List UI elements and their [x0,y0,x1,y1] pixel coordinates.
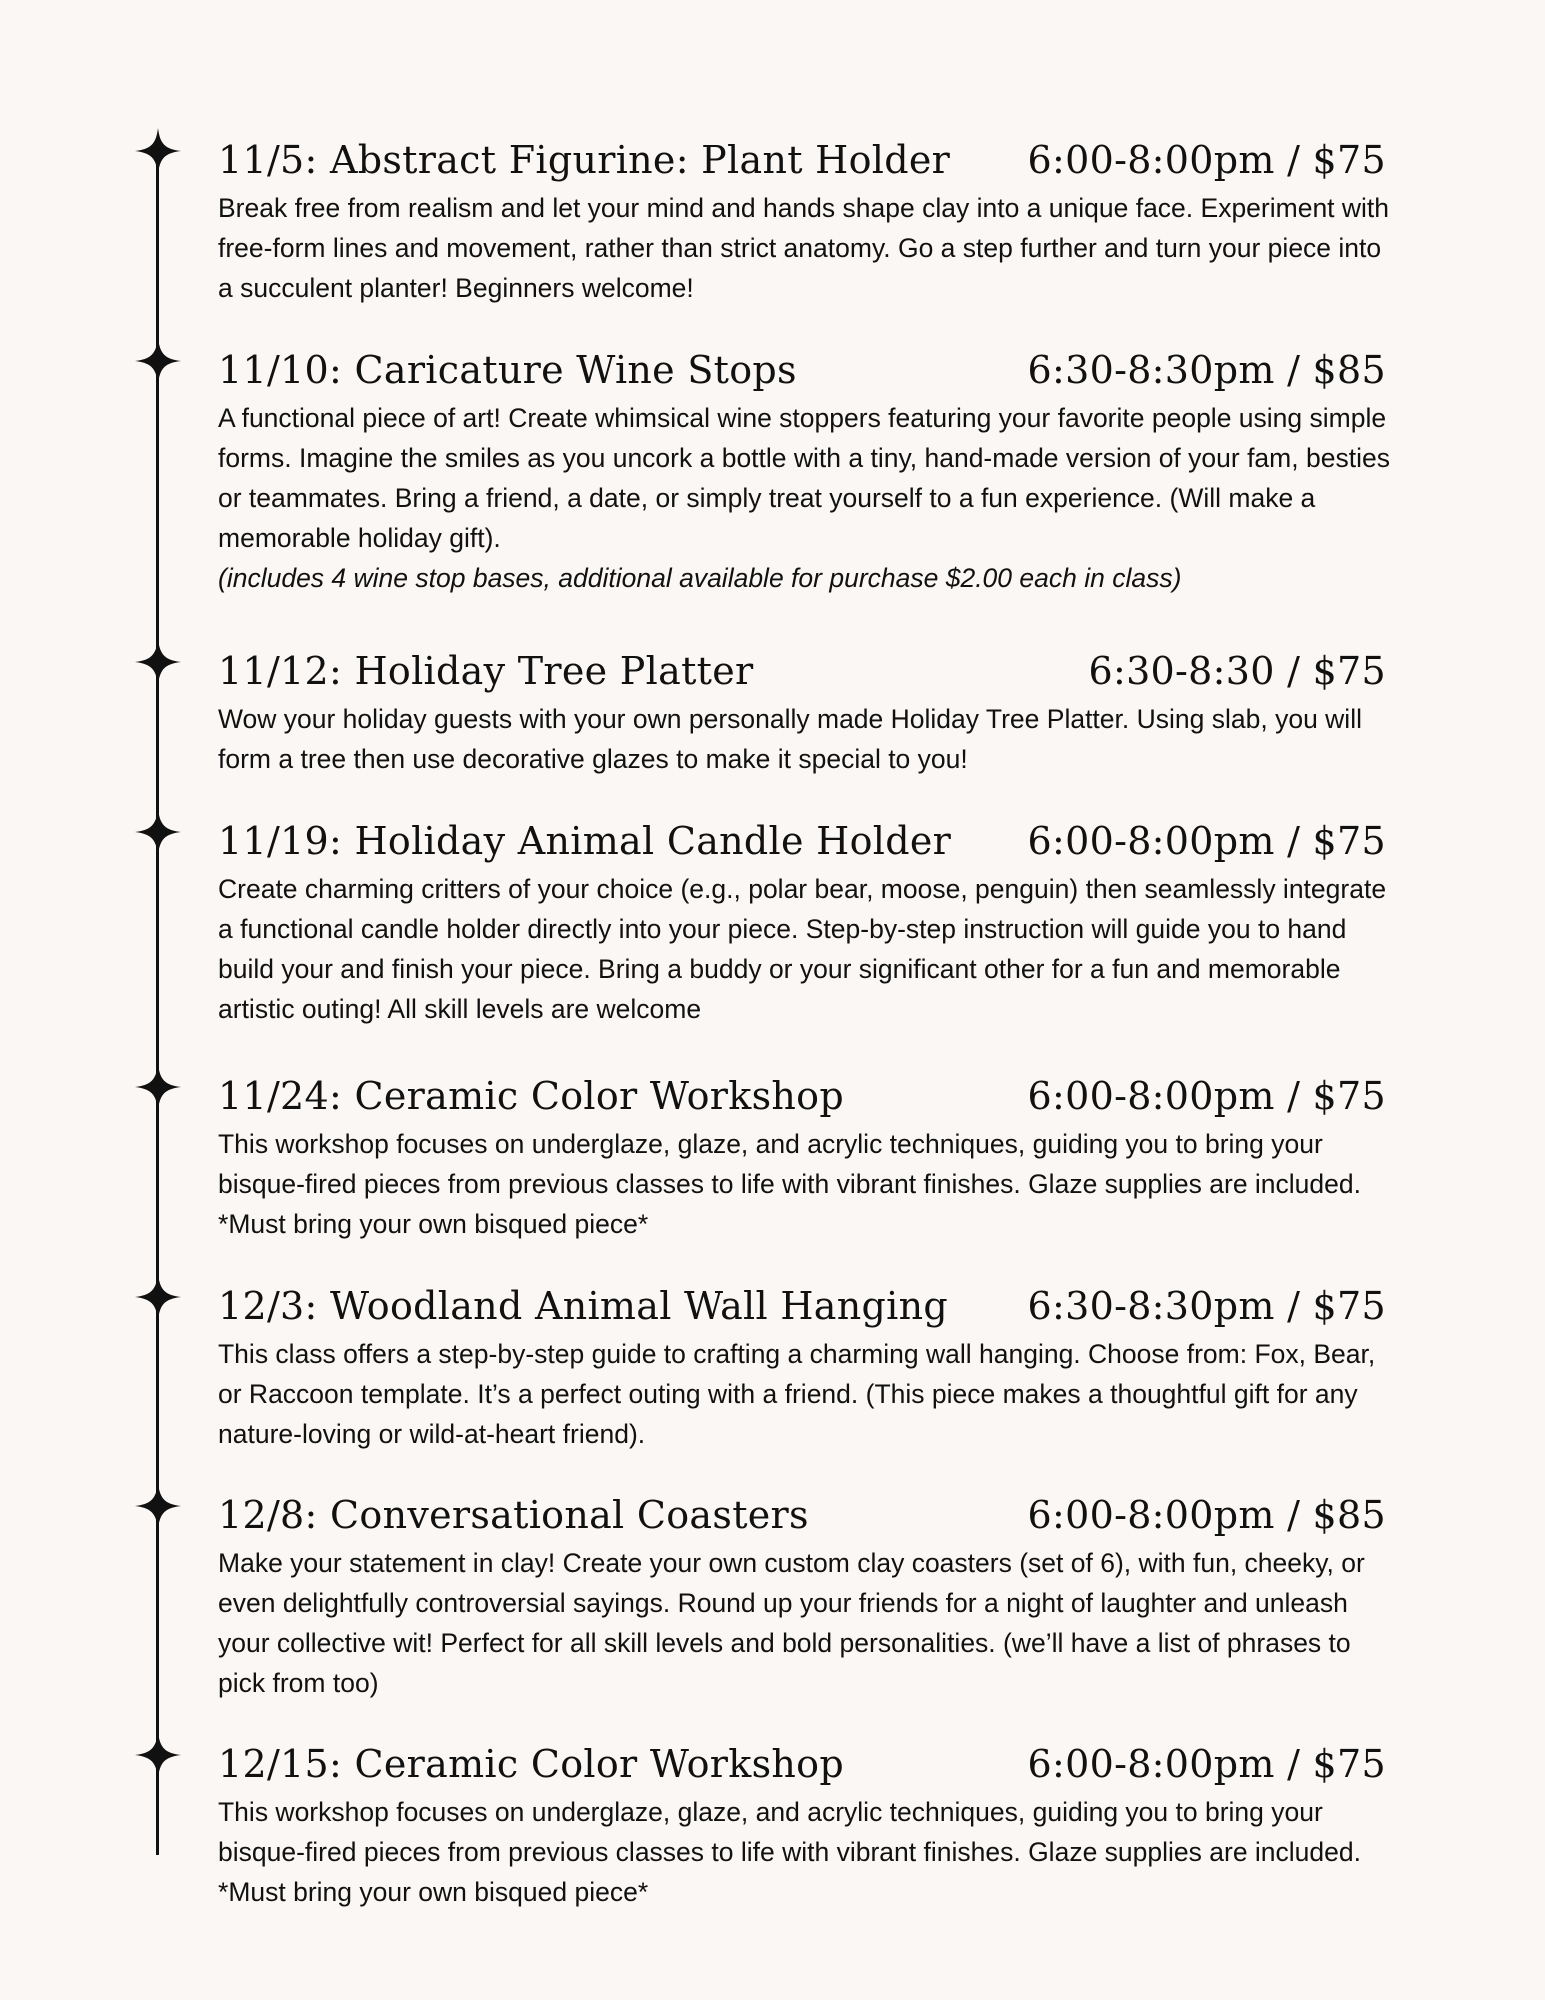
event-title: 11/24: Ceramic Color Workshop [218,1074,844,1118]
event-description: A functional piece of art! Create whimsical wine stoppers featuring your favorite people using simple forms. Imagine the smiles as you uncork a bottle with a tiny, hand-made version of your fam, besties or teammates. Bring a friend, a date, or simply treat yourself to a fun experience. (Will make a memorable holiday gift). [218,403,1390,553]
event-item [218,1280,1390,1454]
timeline-line [156,160,159,1855]
event-note: (includes 4 wine stop bases, additional available for purchase $2.00 each in class) [218,563,1182,593]
event-description: Create charming critters of your choice (e.g., polar bear, moose, penguin) then seamlessly integrate a functional candle holder directly into your piece. Step-by-step instruction will guide you to hand build your and finish your piece. Bring a buddy or your significant other for a fun and memorable artistic outing! All skill levels are welcome [218,874,1387,1024]
event-title: 12/3: Woodland Animal Wall Hanging [218,1284,948,1328]
event-title: 11/12: Holiday Tree Platter [218,649,754,693]
event-item [218,645,1390,779]
event-description: This class offers a step-by-step guide to crafting a charming wall hanging. Choose from: Fox, Bear, or Raccoon template. It’s a perfect outing with a friend. (This piece makes a thoughtful gift for any nature-loving or wild-at-heart friend). [218,1339,1376,1449]
event-description: Break free from realism and let your mind and hands shape clay into a unique face. Experiment with free-form lines and movement, rather than strict anatomy. Go a step further and turn your piece into a succulent planter! Beginners welcome! [218,193,1390,303]
event-description: Make your statement in clay! Create your own custom clay coasters (set of 6), with fun, cheeky, or even delightfully controversial sayings. Round up your friends for a night of laughter and unleash your collective wit! Perfect for all skill levels and bold personalities. (we’ll have a list of phrases to pick from too) [218,1548,1365,1698]
star-marker-icon [133,336,183,386]
star-marker-icon [133,1730,183,1780]
event-item [218,1489,1390,1703]
event-item [218,815,1390,1029]
event-item [218,344,1390,598]
event-item [218,134,1390,308]
star-marker-icon [133,1481,183,1531]
event-description: This workshop focuses on underglaze, glaze, and acrylic techniques, guiding you to bring your bisque-fired pieces from previous classes to life with vibrant finishes. Glaze supplies are included. *Must bring your own bisqued piece* [218,1797,1361,1907]
event-title: 12/15: Ceramic Color Workshop [218,1742,844,1786]
event-description: This workshop focuses on underglaze, glaze, and acrylic techniques, guiding you to bring your bisque-fired pieces from previous classes to life with vibrant finishes. Glaze supplies are included. *Must bring your own bisqued piece* [218,1129,1361,1239]
event-item [218,1070,1390,1244]
event-time-price: 6:30-8:30pm / $85 [1027,348,1386,392]
event-title: 11/5: Abstract Figurine: Plant Holder [218,138,951,182]
star-marker-icon [133,126,183,176]
star-marker-icon [133,807,183,857]
event-title: 12/8: Conversational Coasters [218,1493,809,1537]
event-time-price: 6:00-8:00pm / $75 [1027,1074,1386,1118]
event-title: 11/10: Caricature Wine Stops [218,348,797,392]
event-time-price: 6:00-8:00pm / $75 [1027,1742,1386,1786]
event-time-price: 6:00-8:00pm / $75 [1027,819,1386,863]
event-description: Wow your holiday guests with your own personally made Holiday Tree Platter. Using slab, you will form a tree then use decorative glazes to make it special to you! [218,704,1362,774]
event-time-price: 6:00-8:00pm / $85 [1027,1493,1386,1537]
event-time-price: 6:30-8:30 / $75 [1088,649,1386,693]
star-marker-icon [133,1272,183,1322]
event-item [218,1738,1390,1912]
event-time-price: 6:00-8:00pm / $75 [1027,138,1386,182]
star-marker-icon [133,637,183,687]
event-title: 11/19: Holiday Animal Candle Holder [218,819,952,863]
star-marker-icon [133,1062,183,1112]
event-time-price: 6:30-8:30pm / $75 [1027,1284,1386,1328]
